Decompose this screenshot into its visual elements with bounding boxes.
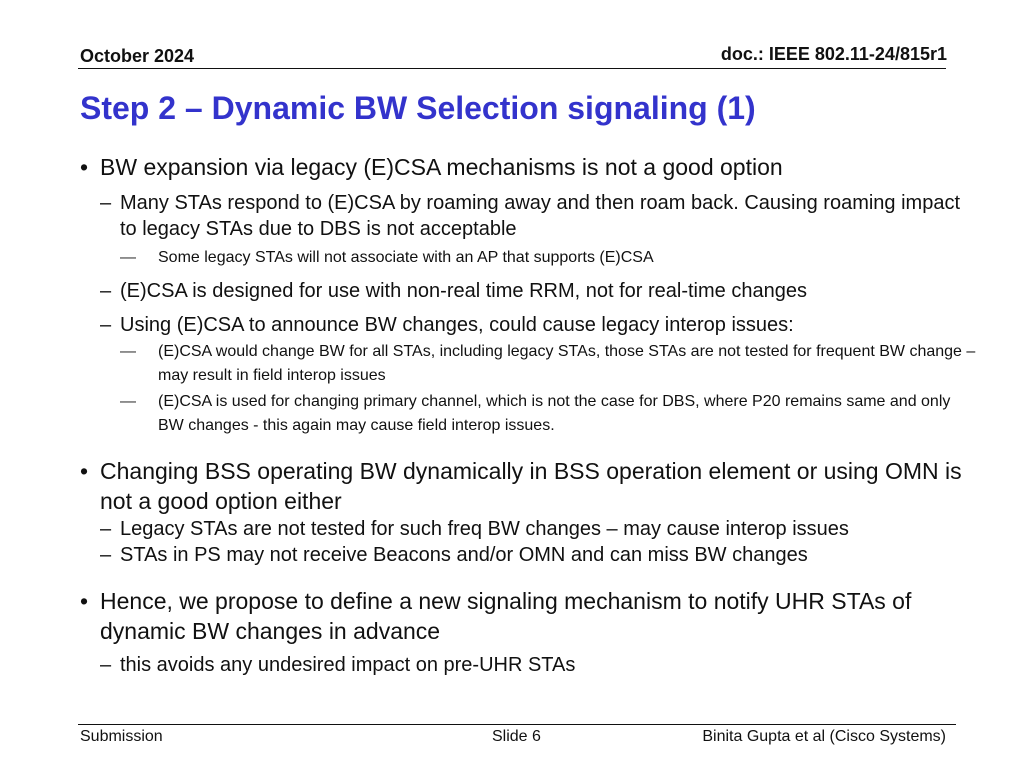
footer-rule (78, 724, 956, 725)
bullet-3-text: Hence, we propose to define a new signaling mechanism to notify UHR STAs of dynamic BW changes in advance (100, 588, 912, 644)
bullet-2-sub-2 (78, 542, 978, 568)
bullet-2 (78, 456, 978, 516)
bullet-2-sub-1-text: Legacy STAs are not tested for such freq BW changes – may cause interop issues (120, 518, 849, 540)
bullet-1-sub-3-text: Using (E)CSA to announce BW changes, could cause legacy interop issues: (120, 314, 794, 336)
bullet-1-sub-1-item-1 (78, 246, 978, 270)
dash-marker: – (100, 280, 112, 302)
bullet-1 (78, 152, 978, 182)
dash-marker: – (100, 544, 112, 566)
slide-content (78, 152, 978, 678)
bullet-3 (78, 586, 978, 646)
header-rule (78, 68, 946, 69)
bullet-3-sub-1 (78, 652, 978, 678)
bullet-1-sub-3 (78, 312, 978, 338)
dash-marker: – (100, 518, 112, 540)
bullet-1-sub-1-item-1-text: Some legacy STAs will not associate with an AP that supports (E)CSA (158, 249, 654, 266)
bullet-2-sub-2-text: STAs in PS may not receive Beacons and/or OMN and can miss BW changes (120, 544, 808, 566)
bullet-2-text: Changing BSS operating BW dynamically in BSS operation element or using OMN is not a good option either (100, 458, 962, 514)
bullet-marker: • (80, 154, 89, 180)
bullet-2-sub-1 (78, 516, 978, 542)
emdash-marker: — (120, 343, 136, 360)
bullet-1-sub-3-item-1-text: (E)CSA would change BW for all STAs, including legacy STAs, those STAs are not tested for frequent BW change – may result in field interop issues (158, 343, 976, 384)
slide-title: Step 2 – Dynamic BW Selection signaling (1) (80, 90, 756, 126)
footer-submission: Submission (80, 728, 163, 745)
bullet-marker: • (80, 588, 89, 614)
bullet-1-sub-3-item-2 (78, 390, 978, 438)
bullet-1-sub-2 (78, 278, 978, 304)
header-date: October 2024 (80, 46, 195, 66)
bullet-1-sub-2-text: (E)CSA is designed for use with non-real time RRM, not for real-time changes (120, 280, 807, 302)
dash-marker: – (100, 314, 112, 336)
emdash-marker: — (120, 393, 136, 410)
dash-marker: – (100, 192, 112, 214)
emdash-marker: — (120, 249, 136, 266)
dash-marker: – (100, 654, 112, 676)
footer-slide-number: Slide 6 (492, 728, 541, 745)
bullet-1-sub-3-item-2-text: (E)CSA is used for changing primary channel, which is not the case for DBS, where P20 remains same and only BW changes - this again may cause field interop issues. (158, 393, 951, 434)
footer-author: Binita Gupta et al (Cisco Systems) (702, 728, 946, 745)
bullet-1-sub-3-item-1 (78, 340, 978, 388)
bullet-1-sub-1-text: Many STAs respond to (E)CSA by roaming away and then roam back. Causing roaming impact to legacy STAs due to DBS is not acceptable (120, 192, 961, 240)
bullet-1-sub-1 (78, 190, 978, 242)
bullet-marker: • (80, 458, 89, 484)
bullet-1-text: BW expansion via legacy (E)CSA mechanisms is not a good option (100, 154, 783, 180)
bullet-3-sub-1-text: this avoids any undesired impact on pre-UHR STAs (120, 654, 576, 676)
header-doc-number: doc.: IEEE 802.11-24/815r1 (720, 44, 947, 64)
